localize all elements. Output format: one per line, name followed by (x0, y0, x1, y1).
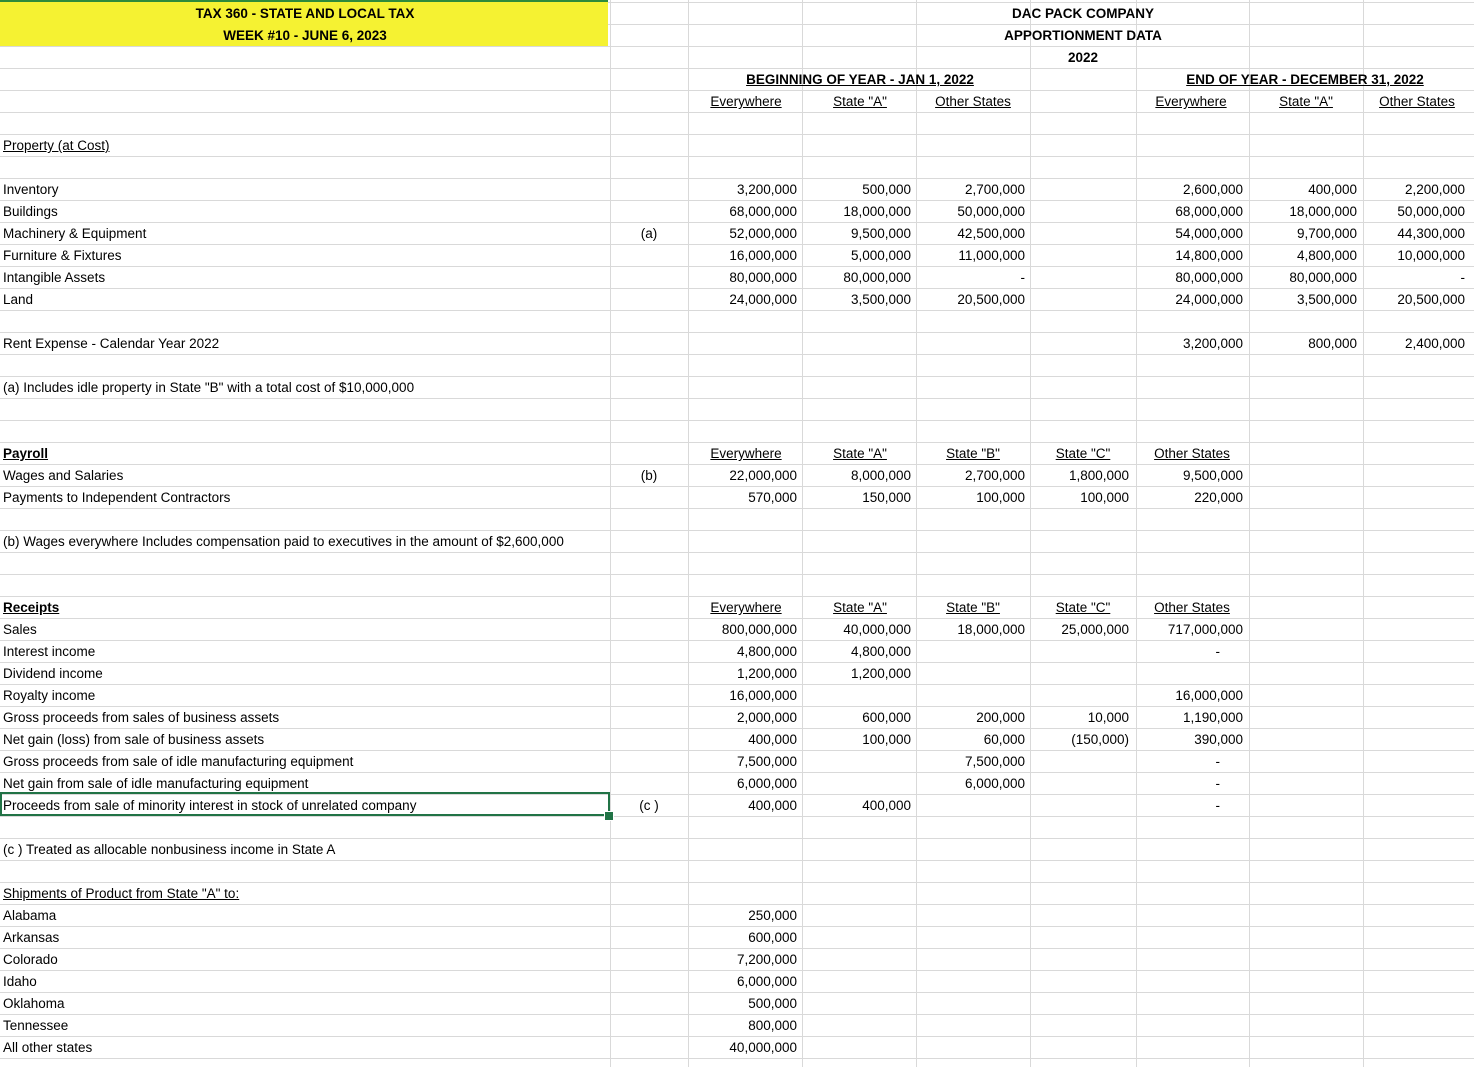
row-label[interactable]: Alabama (3, 908, 57, 923)
title-top-border (0, 0, 608, 2)
value-cell[interactable]: 200,000 (976, 710, 1025, 725)
value-cell[interactable]: 800,000,000 (721, 622, 797, 637)
section-receipts[interactable]: Receipts (3, 600, 60, 615)
value-cell[interactable]: 25,000,000 (1061, 622, 1129, 637)
section-shipments[interactable]: Shipments of Product from State "A" to: (3, 886, 240, 901)
col-header-other[interactable]: Other States (935, 94, 1011, 109)
rent-label[interactable]: Rent Expense - Calendar Year 2022 (3, 336, 220, 351)
value-cell[interactable]: 7,500,000 (736, 754, 797, 769)
row-gridline (0, 574, 1474, 575)
col-header-state-b[interactable]: State "B" (946, 600, 1000, 615)
col-gridline (1136, 0, 1137, 1067)
value-cell[interactable]: 60,000 (983, 732, 1025, 747)
row-label[interactable]: Royalty income (3, 688, 96, 703)
value-cell[interactable]: 8,000,000 (850, 468, 911, 483)
value-cell[interactable]: 2,700,000 (964, 468, 1025, 483)
value-cell[interactable]: 20,500,000 (1397, 292, 1465, 307)
value-cell[interactable]: 7,200,000 (736, 952, 797, 967)
value-cell[interactable]: 10,000,000 (1397, 248, 1465, 263)
col-header-other[interactable]: Other States (1154, 446, 1230, 461)
value-cell[interactable]: 50,000,000 (957, 204, 1025, 219)
value-cell[interactable]: 6,000,000 (736, 776, 797, 791)
value-cell[interactable]: 80,000,000 (1289, 270, 1357, 285)
course-title[interactable]: TAX 360 - STATE AND LOCAL TAX (195, 6, 415, 21)
value-cell[interactable]: 16,000,000 (1175, 688, 1243, 703)
value-cell[interactable]: 250,000 (748, 908, 797, 923)
row-label[interactable]: Interest income (3, 644, 96, 659)
value-cell[interactable]: 400,000 (1308, 182, 1357, 197)
value-cell[interactable]: 1,200,000 (850, 666, 911, 681)
value-cell[interactable] (929, 751, 1129, 773)
value-cell[interactable]: 44,300,000 (1397, 226, 1465, 241)
col-gridline (1249, 0, 1250, 1067)
value-cell[interactable]: 1,800,000 (1068, 468, 1129, 483)
value-cell[interactable]: 16,000,000 (729, 688, 797, 703)
value-cell[interactable]: 6,000,000 (964, 776, 1025, 791)
col-header-other[interactable]: Other States (1154, 600, 1230, 615)
row-gridline (0, 156, 1474, 157)
row-label[interactable]: Machinery & Equipment (3, 226, 147, 241)
value-cell[interactable]: (150,000) (1071, 732, 1129, 747)
value-cell[interactable]: 50,000,000 (1397, 204, 1465, 219)
value-cell[interactable]: 6,000,000 (736, 974, 797, 989)
value-cell[interactable]: 68,000,000 (729, 204, 797, 219)
col-header-everywhere[interactable]: Everywhere (710, 600, 782, 615)
value-cell[interactable]: 2,200,000 (1404, 182, 1465, 197)
value-cell[interactable]: - (1215, 776, 1220, 791)
value-cell[interactable]: 400,000 (748, 798, 797, 813)
value-cell[interactable] (929, 795, 1129, 817)
row-gridline (0, 420, 1474, 421)
col-header-other[interactable]: Other States (1379, 94, 1455, 109)
value-cell[interactable]: - (1020, 270, 1025, 285)
value-cell[interactable]: 52,000,000 (729, 226, 797, 241)
value-cell[interactable]: 1,190,000 (1182, 710, 1243, 725)
col-gridline (1363, 0, 1364, 1067)
value-cell[interactable]: 500,000 (862, 182, 911, 197)
value-cell[interactable]: 68,000,000 (1175, 204, 1243, 219)
value-cell[interactable]: 14,800,000 (1175, 248, 1243, 263)
value-cell[interactable]: 3,200,000 (1182, 336, 1243, 351)
value-cell[interactable]: 800,000 (1308, 336, 1357, 351)
value-cell[interactable]: 800,000 (748, 1018, 797, 1033)
value-cell[interactable]: - (1215, 798, 1220, 813)
note-marker-a[interactable]: (a) (640, 226, 658, 241)
note-marker-c[interactable]: (c ) (639, 798, 659, 813)
value-cell[interactable]: 54,000,000 (1175, 226, 1243, 241)
col-header-state-a[interactable]: State "A" (833, 446, 887, 461)
footnote-b[interactable]: (b) Wages everywhere Includes compensation paid to executives in the amount of $2,600,000 (3, 534, 564, 549)
row-label[interactable]: Sales (3, 622, 37, 637)
row-label[interactable]: Idaho (3, 974, 37, 989)
value-cell[interactable]: 500,000 (748, 996, 797, 1011)
row-label[interactable]: All other states (3, 1040, 93, 1055)
row-label[interactable]: Colorado (3, 952, 58, 967)
col-header-state-a[interactable]: State "A" (1279, 94, 1333, 109)
company-name[interactable]: DAC PACK COMPANY (1011, 6, 1154, 21)
row-label[interactable]: Net gain from sale of idle manufacturing equipment (3, 776, 309, 791)
col-header-state-b[interactable]: State "B" (946, 446, 1000, 461)
col-gridline (916, 0, 917, 1067)
col-header-state-c[interactable]: State "C" (1055, 446, 1111, 461)
value-cell[interactable]: 4,800,000 (1296, 248, 1357, 263)
col-header-state-c[interactable]: State "C" (1055, 600, 1111, 615)
eoy-header[interactable]: END OF YEAR - DECEMBER 31, 2022 (1186, 72, 1424, 87)
value-cell[interactable]: 10,000 (1087, 710, 1129, 725)
col-gridline (1030, 0, 1031, 1067)
value-cell[interactable]: 80,000,000 (1175, 270, 1243, 285)
value-cell[interactable]: 400,000 (748, 732, 797, 747)
row-label[interactable]: Gross proceeds from sales of business assets (3, 710, 280, 725)
row-label[interactable]: Oklahoma (3, 996, 65, 1011)
col-header-everywhere[interactable]: Everywhere (710, 446, 782, 461)
value-cell[interactable]: - (1215, 754, 1220, 769)
col-header-state-a[interactable]: State "A" (833, 94, 887, 109)
value-cell[interactable]: 7,500,000 (964, 754, 1025, 769)
value-cell[interactable]: 2,700,000 (964, 182, 1025, 197)
value-cell[interactable]: 4,800,000 (736, 644, 797, 659)
value-cell[interactable]: 5,000,000 (850, 248, 911, 263)
sheet-year[interactable]: 2022 (1067, 50, 1099, 65)
row-label[interactable]: Land (3, 292, 34, 307)
value-cell[interactable]: 24,000,000 (1175, 292, 1243, 307)
value-cell[interactable]: 3,500,000 (1296, 292, 1357, 307)
value-cell[interactable]: 40,000,000 (843, 622, 911, 637)
value-cell[interactable]: 400,000 (862, 798, 911, 813)
value-cell[interactable]: 600,000 (748, 930, 797, 945)
week-title[interactable]: WEEK #10 - JUNE 6, 2023 (223, 28, 387, 43)
row-gridline (0, 134, 1474, 135)
value-cell[interactable]: 42,500,000 (957, 226, 1025, 241)
value-cell[interactable]: 100,000 (862, 732, 911, 747)
col-gridline (802, 0, 803, 1067)
value-cell[interactable]: - (1215, 644, 1220, 659)
value-cell[interactable]: 22,000,000 (729, 468, 797, 483)
value-cell[interactable]: 3,200,000 (736, 182, 797, 197)
fill-handle[interactable] (604, 811, 614, 821)
value-cell[interactable]: 390,000 (1194, 732, 1243, 747)
value-cell[interactable]: 2,000,000 (736, 710, 797, 725)
row-label[interactable]: Intangible Assets (3, 270, 106, 285)
row-label[interactable]: Wages and Salaries (3, 468, 124, 483)
value-cell[interactable]: 1,200,000 (736, 666, 797, 681)
row-label[interactable]: Tennessee (3, 1018, 69, 1033)
value-cell[interactable]: 2,600,000 (1182, 182, 1243, 197)
row-label[interactable]: Arkansas (3, 930, 60, 945)
value-cell[interactable]: 9,500,000 (850, 226, 911, 241)
selected-cell-border[interactable] (0, 792, 610, 816)
value-cell[interactable]: 717,000,000 (1167, 622, 1243, 637)
value-cell[interactable]: 80,000,000 (729, 270, 797, 285)
value-cell[interactable]: 16,000,000 (729, 248, 797, 263)
col-header-everywhere[interactable]: Everywhere (1155, 94, 1227, 109)
note-marker-b[interactable]: (b) (640, 468, 658, 483)
value-cell[interactable] (1043, 663, 1243, 685)
sheet-subtitle[interactable]: APPORTIONMENT DATA (1004, 28, 1162, 43)
value-cell[interactable] (929, 773, 1129, 795)
section-property[interactable]: Property (at Cost) (3, 138, 110, 153)
value-cell[interactable]: 9,500,000 (1182, 468, 1243, 483)
value-cell[interactable]: 3,500,000 (850, 292, 911, 307)
value-cell[interactable]: 9,700,000 (1296, 226, 1357, 241)
value-cell[interactable]: 600,000 (862, 710, 911, 725)
footnote-c[interactable]: (c ) Treated as allocable nonbusiness income in State A (3, 842, 336, 857)
row-label[interactable]: Furniture & Fixtures (3, 248, 122, 263)
section-payroll[interactable]: Payroll (3, 446, 49, 461)
row-label[interactable]: Gross proceeds from sale of idle manufacturing equipment (3, 754, 354, 769)
boy-header[interactable]: BEGINNING OF YEAR - JAN 1, 2022 (746, 72, 974, 87)
value-cell[interactable]: 100,000 (1080, 490, 1129, 505)
value-cell[interactable]: 80,000,000 (843, 270, 911, 285)
row-label[interactable]: Dividend income (3, 666, 103, 681)
row-label[interactable]: Proceeds from sale of minority interest in stock of unrelated company (3, 798, 417, 813)
row-label[interactable]: Buildings (3, 204, 58, 219)
value-cell[interactable] (929, 641, 1129, 663)
footnote-a[interactable]: (a) Includes idle property in State "B" with a total cost of $10,000,000 (3, 380, 415, 395)
col-header-everywhere[interactable]: Everywhere (710, 94, 782, 109)
value-cell[interactable]: 40,000,000 (729, 1040, 797, 1055)
value-cell[interactable]: - (1460, 270, 1465, 285)
value-cell[interactable]: 18,000,000 (1289, 204, 1357, 219)
col-header-state-a[interactable]: State "A" (833, 600, 887, 615)
value-cell[interactable]: 220,000 (1194, 490, 1243, 505)
value-cell[interactable]: 4,800,000 (850, 644, 911, 659)
value-cell[interactable]: 11,000,000 (958, 248, 1025, 263)
value-cell[interactable]: 150,000 (862, 490, 911, 505)
row-label[interactable]: Net gain (loss) from sale of business assets (3, 732, 265, 747)
value-cell[interactable]: 20,500,000 (957, 292, 1025, 307)
value-cell[interactable]: 24,000,000 (729, 292, 797, 307)
row-label[interactable]: Inventory (3, 182, 59, 197)
value-cell[interactable]: 2,400,000 (1404, 336, 1465, 351)
value-cell[interactable]: 570,000 (748, 490, 797, 505)
row-label[interactable]: Payments to Independent Contractors (3, 490, 231, 505)
value-cell[interactable]: 18,000,000 (957, 622, 1025, 637)
value-cell[interactable]: 100,000 (976, 490, 1025, 505)
value-cell[interactable]: 18,000,000 (843, 204, 911, 219)
